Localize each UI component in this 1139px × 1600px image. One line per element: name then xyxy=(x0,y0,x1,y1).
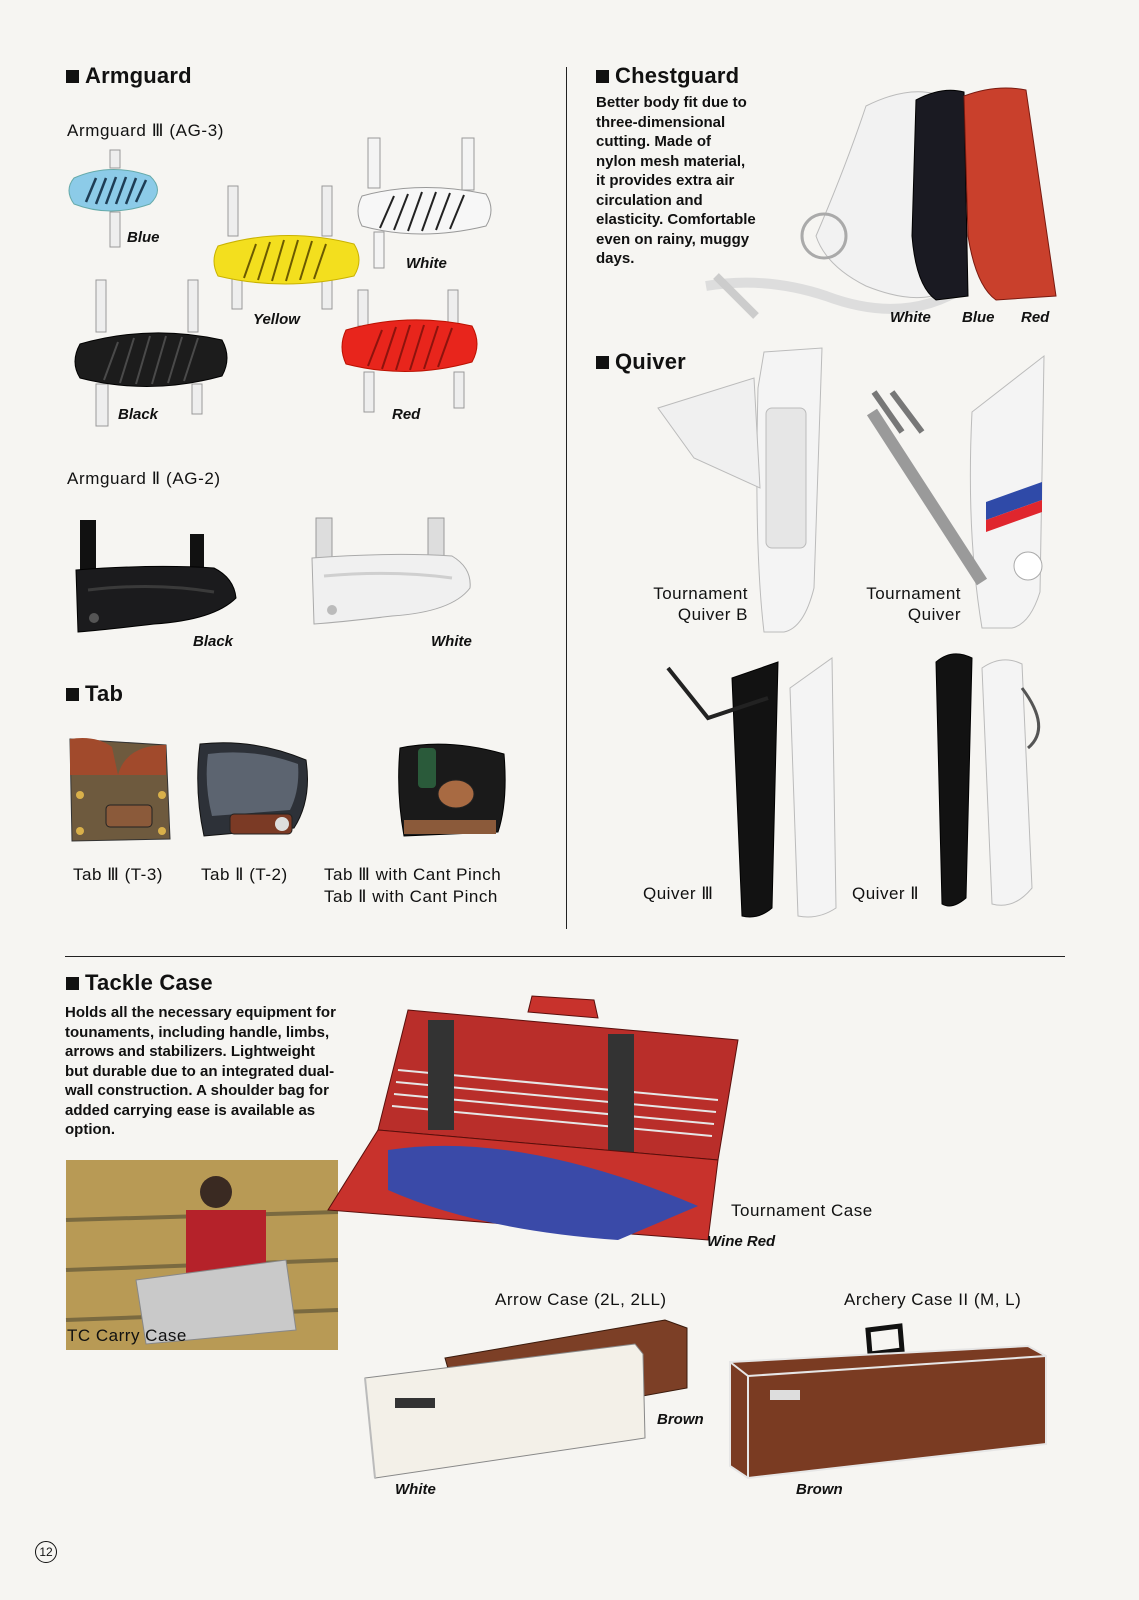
tc-carry-case-label: TC Carry Case xyxy=(67,1326,187,1345)
bullet-square-icon xyxy=(66,70,79,83)
armguard-ag2-black-image xyxy=(74,520,244,650)
quiver-2-label: Quiver Ⅱ xyxy=(852,884,920,903)
archery-case-label: Archery Case II (M, L) xyxy=(844,1290,1022,1309)
tab-cant-pinch-image xyxy=(398,742,508,840)
bullet-square-icon xyxy=(596,356,609,369)
archery-case-image xyxy=(730,1326,1050,1486)
ag3-white-label: White xyxy=(406,255,447,272)
tab-cant-pinch-label-1: Tab Ⅲ with Cant Pinch xyxy=(324,865,502,884)
chestguard-image xyxy=(706,86,1066,331)
tackle-case-heading: Tackle Case xyxy=(66,970,213,996)
chestguard-red-label: Red xyxy=(1021,309,1050,326)
arrow-case-label: Arrow Case (2L, 2LL) xyxy=(495,1290,667,1309)
chestguard-description: Better body fit due to three-dimensional cutting. Made of nylon mesh material, it provides extra air circulation and elasticity. Comfortable even on rainy, muggy days. xyxy=(596,94,756,267)
ag3-title: Armguard Ⅲ (AG-3) xyxy=(67,121,225,140)
chestguard-blue-label: Blue xyxy=(962,309,995,326)
tc-carry-case-photo xyxy=(66,1160,338,1350)
column-divider xyxy=(566,67,567,929)
arrow-case-image xyxy=(365,1318,695,1483)
tab-t3-label: Tab Ⅲ (T-3) xyxy=(73,865,163,884)
tackle-case-description: Holds all the necessary equipment for tounaments, including handle, limbs, arrows and stabilizers. Lightweight but durable due to an integrated dual- wall construction. A shoulder bag for added carrying ease is available as option. xyxy=(65,1004,336,1138)
armguard-ag3-red-image xyxy=(342,290,482,415)
bullet-square-icon xyxy=(66,688,79,701)
quiver-3-label: Quiver Ⅲ xyxy=(643,884,714,903)
ag3-yellow-label: Yellow xyxy=(253,311,300,328)
ag3-black-label: Black xyxy=(118,406,159,423)
tournament-case-color-label: Wine Red xyxy=(707,1233,776,1250)
tab-t2-image xyxy=(194,740,312,840)
blue-swatch xyxy=(69,169,158,211)
tournament-case-label: Tournament Case xyxy=(731,1201,873,1220)
arrow-case-white-label: White xyxy=(395,1481,436,1498)
ag2-white-label: White xyxy=(431,633,472,650)
tournament-quiver-label: Tournament Quiver xyxy=(866,584,961,624)
tab-cant-pinch-label-2: Tab Ⅱ with Cant Pinch xyxy=(324,887,498,906)
bullet-square-icon xyxy=(66,977,79,990)
ag3-blue-label: Blue xyxy=(127,229,160,246)
archery-case-brown-label: Brown xyxy=(796,1481,843,1498)
ag2-black-label: Black xyxy=(193,633,234,650)
chestguard-white-label: White xyxy=(890,309,931,326)
quiver-heading: Quiver xyxy=(596,349,686,375)
tournament-quiver-b-label: Tournament Quiver B xyxy=(653,584,748,624)
page-number: 12 xyxy=(35,1541,57,1563)
quiver-2-image xyxy=(922,648,1062,918)
armguard-ag2-white-image xyxy=(312,518,482,630)
ag2-title: Armguard Ⅱ (AG-2) xyxy=(67,469,221,488)
chestguard-heading: Chestguard xyxy=(596,63,739,89)
ag3-red-label: Red xyxy=(392,406,421,423)
tournament-case-image xyxy=(318,1010,738,1260)
armguard-ag3-white-image xyxy=(358,138,498,268)
arrow-case-brown-label: Brown xyxy=(657,1411,704,1428)
bullet-square-icon xyxy=(596,70,609,83)
section-divider xyxy=(65,956,1065,957)
armguard-heading: Armguard xyxy=(66,63,192,89)
tab-heading: Tab xyxy=(66,681,123,707)
tab-t3-image xyxy=(66,735,176,850)
tab-t2-label: Tab Ⅱ (T-2) xyxy=(201,865,288,884)
